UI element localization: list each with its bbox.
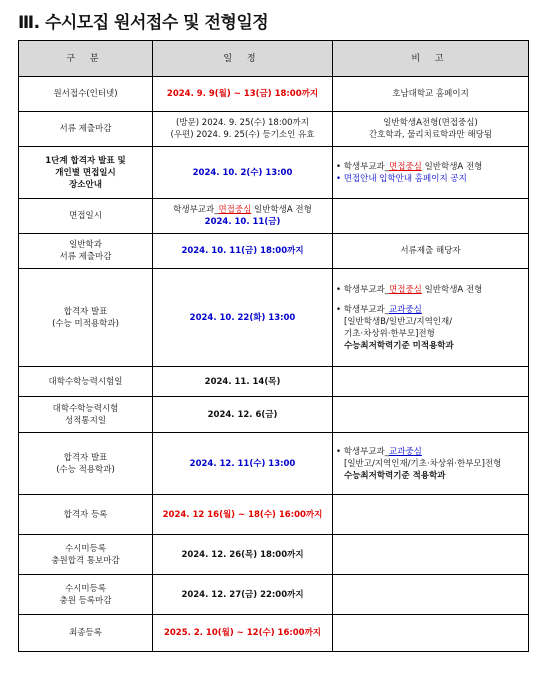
- label-line: (수능 적용학과): [56, 464, 115, 475]
- header-category: 구 분: [19, 41, 153, 77]
- note-line: [336, 161, 525, 173]
- date-line: [156, 204, 329, 216]
- row-label: [19, 397, 153, 433]
- header-note: 비 고: [333, 41, 529, 77]
- row-note: [333, 615, 529, 652]
- table-row: [19, 495, 529, 535]
- note-text: • 학생부교과_: [336, 304, 390, 315]
- row-date: 2024. 11. 14(목): [153, 367, 333, 397]
- note-highlight-red: 면접중심: [389, 161, 422, 172]
- label-line: 충원합격 통보마감: [51, 555, 120, 566]
- note-text: 일반학생A 전형: [421, 161, 483, 172]
- row-note: [333, 397, 529, 433]
- label-line: (수능 미적용학과): [52, 318, 119, 329]
- row-date: 2024. 12. 26(목) 18:00까지: [153, 535, 333, 575]
- note-text: • 학생부교과_: [336, 284, 390, 295]
- table-row: [19, 575, 529, 615]
- table-row: [19, 77, 529, 112]
- row-date: 2024. 9. 9(월) ~ 13(금) 18:00까지: [153, 77, 333, 112]
- row-note: [333, 199, 529, 234]
- row-date: 2024. 12. 6(금): [153, 397, 333, 433]
- row-date: [153, 199, 333, 234]
- row-note: [333, 367, 529, 397]
- row-label: 최종등록: [19, 615, 153, 652]
- row-date: 2024. 10. 22(화) 13:00: [153, 269, 333, 367]
- table-row: [19, 199, 529, 234]
- label-line: 수시미등록: [64, 543, 107, 554]
- row-date: [153, 112, 333, 147]
- table-row: [19, 535, 529, 575]
- note-highlight-red: 면접중심: [389, 284, 422, 295]
- table-row: [19, 433, 529, 495]
- row-date: 2024. 10. 2(수) 13:00: [153, 147, 333, 199]
- label-line: 합격자 발표: [63, 306, 108, 317]
- note-text: • 학생부교과_: [336, 446, 390, 457]
- date-line: 2024. 10. 11(금): [204, 217, 281, 227]
- note-highlight-blue: 교과중심: [389, 304, 422, 315]
- label-line: 개인별 면접일시: [55, 167, 116, 178]
- label-line: 성적통지일: [64, 415, 107, 426]
- page-title: Ⅲ. 수시모집 원서접수 및 전형일정: [18, 13, 269, 33]
- label-line: 1단계 합격자 발표 및: [45, 155, 126, 166]
- schedule-table: [18, 40, 529, 652]
- label-line: 장소안내: [69, 179, 102, 190]
- note-line: [336, 304, 525, 316]
- row-note: 호남대학교 홈페이지: [333, 77, 529, 112]
- row-date: 2025. 2. 10(월) ~ 12(수) 16:00까지: [153, 615, 333, 652]
- label-line: 일반학과: [69, 240, 102, 250]
- note-line: 수능최저학력기준 미적용학과: [344, 340, 454, 351]
- row-date: 2024. 12. 27(금) 22:00까지: [153, 575, 333, 615]
- row-note: [333, 269, 529, 367]
- row-note: [333, 575, 529, 615]
- row-note: [333, 147, 529, 199]
- row-label: [19, 269, 153, 367]
- row-note: [333, 495, 529, 535]
- row-date: 2024. 10. 11(금) 18:00까지: [153, 234, 333, 269]
- table-row: [19, 234, 529, 269]
- note-line: 기초·차상위·한부모]전형: [344, 328, 435, 339]
- row-label: [19, 147, 153, 199]
- date-line: (방문) 2024. 9. 25(수) 18:00까지: [176, 118, 309, 128]
- note-line: [일반학생B/일반고/지역인재/: [344, 316, 453, 327]
- label-line: 서류 제출마감: [59, 252, 112, 262]
- table-row: [19, 112, 529, 147]
- table-row: [19, 367, 529, 397]
- note-line: 일반학생A전형(면접중심): [383, 118, 478, 128]
- label-line: 합격자 발표: [63, 452, 108, 463]
- table-header-row: [19, 41, 529, 77]
- note-line: [일반고/지역인재/기초·차상위·한부모]전형: [344, 458, 502, 469]
- row-note: [333, 433, 529, 495]
- header-schedule: 일 정: [153, 41, 333, 77]
- note-text: 일반학생A 전형: [421, 284, 483, 295]
- date-line: (우편) 2024. 9. 25(수) 등기소인 유효: [170, 130, 315, 140]
- table-row: [19, 147, 529, 199]
- date-text: 학생부교과_: [173, 205, 219, 215]
- row-note: [333, 535, 529, 575]
- row-label: [19, 535, 153, 575]
- label-line: 대학수학능력시험: [52, 403, 119, 414]
- row-label: 원서접수(인터넷): [19, 77, 153, 112]
- row-date: 2024. 12. 11(수) 13:00: [153, 433, 333, 495]
- row-label: [19, 234, 153, 269]
- row-label: [19, 575, 153, 615]
- table-row: [19, 397, 529, 433]
- note-text: • 학생부교과_: [336, 161, 390, 172]
- note-line: • 면접안내 입학안내 홈페이지 공지: [336, 173, 467, 184]
- row-label: [19, 433, 153, 495]
- table-row: [19, 615, 529, 652]
- note-line: [336, 284, 525, 296]
- row-label: 합격자 등록: [19, 495, 153, 535]
- note-line: [336, 446, 525, 458]
- row-label: 대학수학능력시험일: [19, 367, 153, 397]
- spacer: [336, 296, 525, 304]
- note-line: 간호학과, 물리치료학과만 해당됨: [368, 130, 493, 140]
- row-date: 2024. 12 16(월) ~ 18(수) 16:00까지: [153, 495, 333, 535]
- row-label: 면접일시: [19, 199, 153, 234]
- note-line: 수능최저학력기준 적용학과: [344, 470, 446, 481]
- row-note: [333, 112, 529, 147]
- row-note: 서류제출 해당자: [333, 234, 529, 269]
- label-line: 충원 등록마감: [59, 595, 112, 606]
- row-label: 서류 제출마감: [19, 112, 153, 147]
- table-row: [19, 269, 529, 367]
- label-line: 수시미등록: [64, 583, 107, 594]
- date-highlight-red: 면접중심: [218, 205, 252, 215]
- note-highlight-blue: 교과중심: [389, 446, 422, 457]
- date-text: 일반학생A 전형: [251, 205, 312, 215]
